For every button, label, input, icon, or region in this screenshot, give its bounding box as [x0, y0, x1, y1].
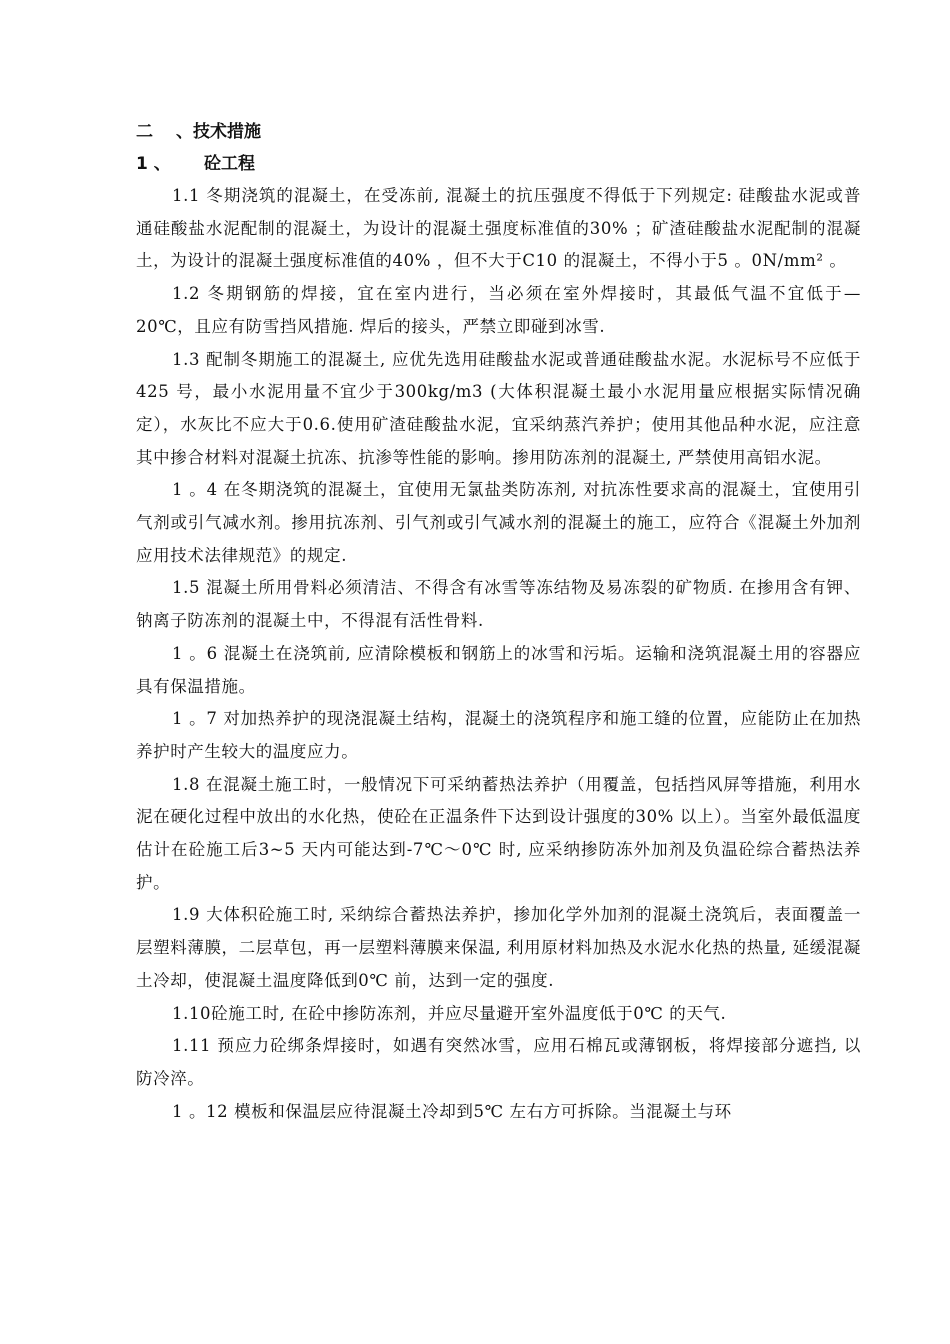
subsection-heading	[136, 148, 861, 180]
paragraph-1-9: 1.9 大体积砼施工时, 采纳综合蓄热法养护，掺加化学外加剂的混凝土浇筑后，表面覆盖一层塑料薄膜，二层草包，再一层塑料薄膜来保温, 利用原材料加热及水泥水化热的热量, 延缓混凝土冷却，使混凝土温度降低到0℃ 前，达到一定的强度.	[136, 905, 861, 990]
paragraph-1-10: 1.10砼施工时, 在砼中掺防冻剂，并应尽量避开室外温度低于0℃ 的天气.	[172, 1003, 727, 1023]
subsection-number: 1 、	[136, 154, 171, 174]
paragraph-1-4: 1 。4 在冬期浇筑的混凝土，宜使用无氯盐类防冻剂, 对抗冻性要求高的混凝土，宜使用引气剂或引气减水剂。掺用抗冻剂、引气剂或引气减水剂的混凝土的施工，应符合《混凝土外加剂应用技术法律规范》的规定.	[136, 480, 861, 565]
section-title: 、技术措施	[176, 122, 261, 142]
paragraph-1-7: 1 。7 对加热养护的现浇混凝土结构，混凝土的浇筑程序和施工缝的位置，应能防止在加热养护时产生较大的温度应力。	[136, 709, 861, 761]
subsection-title: 砼工程	[204, 154, 255, 174]
paragraph-1-6: 1 。6 混凝土在浇筑前, 应清除模板和钢筋上的冰雪和污垢。运输和浇筑混凝土用的容器应具有保温措施。	[136, 643, 861, 696]
document-body	[136, 116, 861, 1128]
section-number: 二	[136, 122, 153, 142]
paragraph-1-8: 1.8 在混凝土施工时，一般情况下可采纳蓄热法养护（用覆盖，包括挡风屏等措施，利用水泥在硬化过程中放出的水化热，使砼在正温条件下达到设计强度的30% 以上）。当室外最低温度估计在砼施工后3~5 天内可能达到-7℃～0℃ 时, 应采纳掺防冻外加剂及负温砼综合蓄热法养护。	[136, 774, 861, 892]
paragraph-1-2: 1.2 冬期钢筋的焊接，宜在室内进行，当必须在室外焊接时，其最低气温不宜低于—20℃，且应有防雪挡风措施. 焊后的接头，严禁立即碰到冰雪.	[136, 284, 861, 336]
paragraph-1-5: 1.5 混凝土所用骨料必须清洁、不得含有冰雪等冻结物及易冻裂的矿物质. 在掺用含有钾、钠离子防冻剂的混凝土中，不得混有活性骨料.	[136, 578, 861, 631]
paragraph-1-3: 1.3 配制冬期施工的混凝土, 应优先选用硅酸盐水泥或普通硅酸盐水泥。水泥标号不应低于425 号，最小水泥用量不宜少于300kg/m3 (大体积混凝土最小水泥用量应根据实际情况确定），水灰比不应大于0.6.使用矿渣硅酸盐水泥，宜采纳蒸汽养护；使用其他品种水泥，应注意其中掺合材料对混凝土抗冻、抗渗等性能的影响。掺用防冻剂的混凝土, 严禁使用高铝水泥。	[136, 349, 861, 467]
paragraph-1-1: 1.1 冬期浇筑的混凝土，在受冻前, 混凝土的抗压强度不得低于下列规定: 硅酸盐水泥或普通硅酸盐水泥配制的混凝土，为设计的混凝土强度标准值的30% ；矿渣硅酸盐水泥配制的混凝土，为设计的混凝土强度标准值的40% ，但不大于C10 的混凝土，不得小于5 。0N/mm² 。	[136, 186, 861, 271]
paragraph-1-12: 1 。12 模板和保温层应待混凝土冷却到5℃ 左右方可拆除。当混凝土与环	[172, 1101, 732, 1121]
paragraph-1-11: 1.11 预应力砼绑条焊接时，如遇有突然冰雪，应用石棉瓦或薄钢板，将焊接部分遮挡, 以防冷淬。	[136, 1036, 861, 1088]
section-heading	[136, 116, 861, 148]
